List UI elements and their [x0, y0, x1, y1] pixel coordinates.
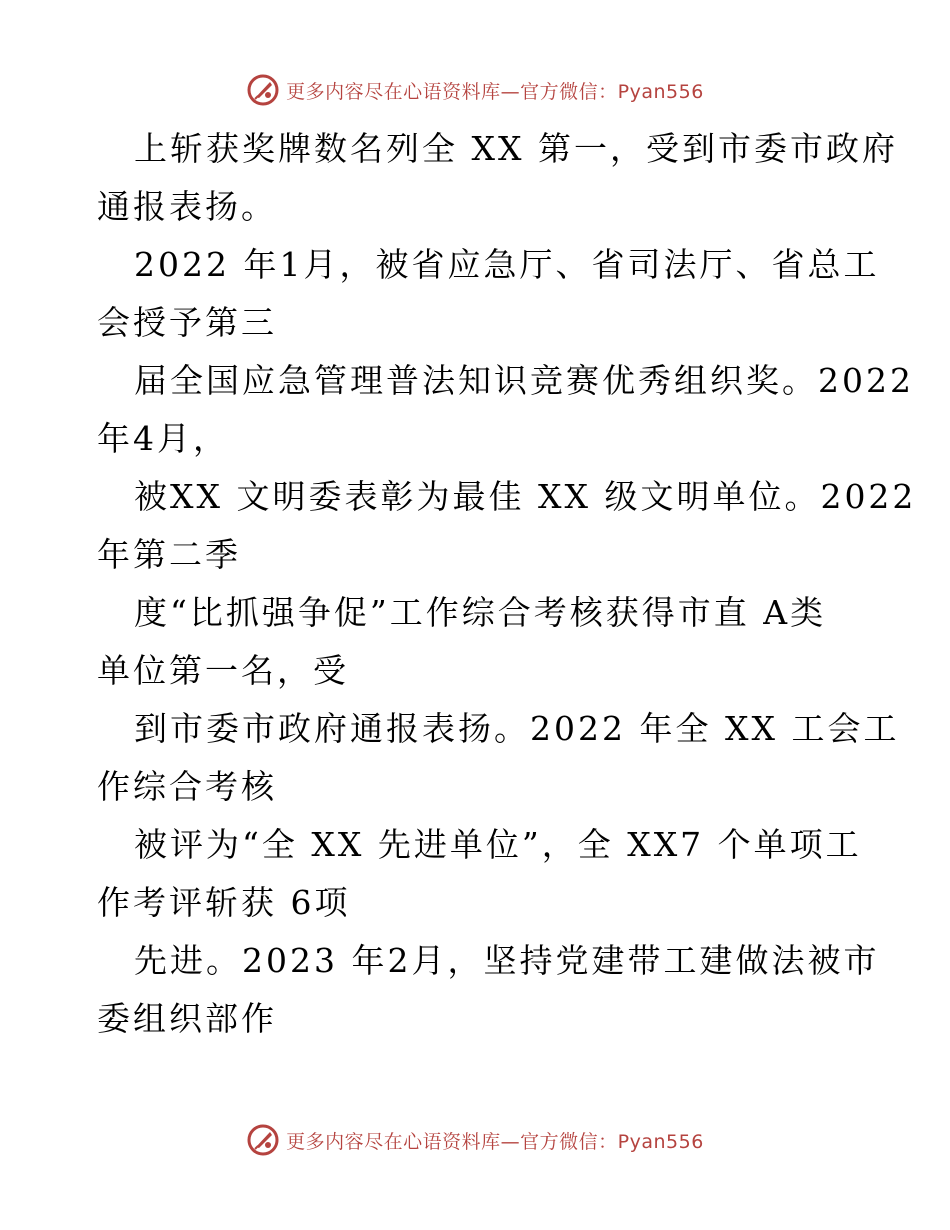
header-banner [0, 70, 950, 110]
document-body [97, 120, 917, 1048]
body-line: 年4月， [97, 419, 229, 458]
footer-banner-text: 更多内容尽在心语资料库—官方微信：Pyan556 [286, 1130, 704, 1153]
body-line: 届全国应急管理普法知识竞赛优秀组织奖。2022 [134, 361, 914, 400]
body-line: 到市委市政府通报表扬。2022 年全 XX 工会工 [134, 709, 900, 748]
body-line: 通报表扬。 [97, 187, 277, 226]
body-line: 被评为“全 XX 先进单位”，全 XX7 个单项工 [134, 825, 862, 864]
body-line: 会授予第三 [97, 303, 277, 342]
body-line: 度“比抓强争促”工作综合考核获得市直 A类 [134, 593, 827, 632]
body-line: 单位第一名，受 [97, 651, 349, 690]
footer-banner [0, 1120, 950, 1160]
body-line: 被XX 文明委表彰为最佳 XX 级文明单位。2022 [134, 477, 917, 516]
body-line: 作综合考核 [97, 767, 277, 806]
body-line: 年第二季 [97, 535, 241, 574]
body-line: 2022 年1月，被省应急厅、省司法厅、省总工 [134, 245, 880, 284]
body-line: 作考评斩获 6项 [97, 883, 351, 922]
header-banner-text: 更多内容尽在心语资料库—官方微信：Pyan556 [286, 80, 704, 103]
body-line: 上斩获奖牌数名列全 XX 第一，受到市委市政府 [134, 129, 898, 168]
body-line: 先进。2023 年2月，坚持党建带工建做法被市 [134, 941, 880, 980]
feather-pen-logo-icon [246, 73, 280, 107]
body-line: 委组织部作 [97, 999, 277, 1038]
feather-pen-logo-icon [246, 1123, 280, 1157]
